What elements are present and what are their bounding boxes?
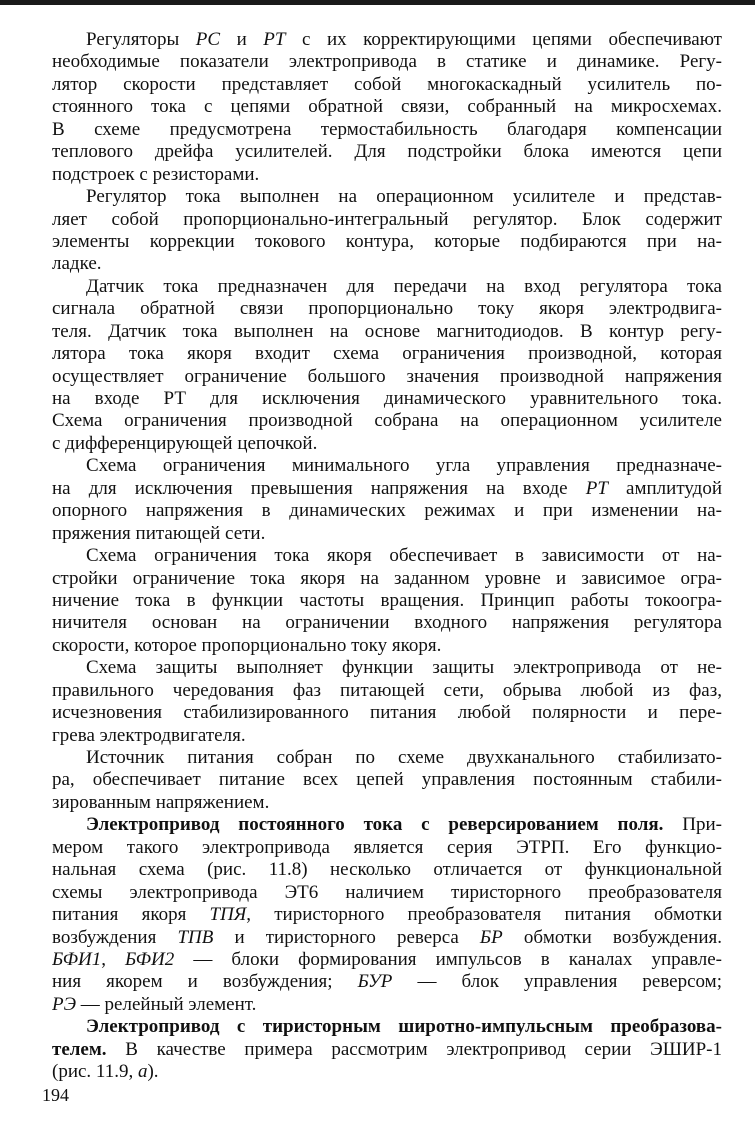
text-line bbox=[52, 904, 722, 926]
text-line bbox=[52, 971, 722, 993]
text-run: пряжения питающей сети. bbox=[52, 522, 266, 544]
text-run: — релейный элемент. bbox=[76, 993, 257, 1015]
text-run: опорного напряжения в динамических режимах и при изменении на- bbox=[52, 500, 722, 522]
text-run: стоянного тока с цепями обратной связи, собранный на микросхемах. bbox=[52, 96, 722, 118]
text-line bbox=[52, 343, 722, 365]
bold-text: Электропривод с тиристорным широтно-импульсным преобразова- bbox=[86, 1016, 722, 1038]
text-run: В схеме предусмотрена термостабильность благодаря компенсации bbox=[52, 118, 722, 140]
text-line bbox=[52, 1016, 722, 1038]
text-run: с дифференцирующей цепочкой. bbox=[52, 432, 318, 454]
text-run: грева электродвигателя. bbox=[52, 724, 246, 746]
text-run: элементы коррекции токового контура, которые подбираются при на- bbox=[52, 230, 722, 252]
text-run: стройки ограничение тока якоря на заданном уровне и зависимое огра- bbox=[52, 567, 722, 589]
text-line bbox=[52, 590, 722, 612]
text-run: обмотки возбуждения. bbox=[502, 926, 722, 948]
text-run: (рис. 11.9, bbox=[52, 1061, 138, 1083]
text-run: Источник питания собран по схеме двухканального стабилизато- bbox=[86, 747, 722, 768]
page-number: 194 bbox=[42, 1085, 69, 1105]
text-line bbox=[52, 74, 722, 96]
text-line bbox=[52, 96, 722, 118]
text-line bbox=[52, 209, 722, 231]
text-run: питания якоря bbox=[52, 904, 210, 926]
text-run: Схема защиты выполняет функции защиты электропривода от не- bbox=[86, 657, 722, 679]
text-run: Схема ограничения тока якоря обеспечивает в зависимости от на- bbox=[86, 545, 722, 567]
text-run: ладке. bbox=[52, 253, 102, 275]
page-body bbox=[52, 29, 722, 1084]
italic-symbol: БФИ1 bbox=[52, 948, 102, 970]
text-run: и bbox=[220, 29, 264, 50]
text-line bbox=[52, 388, 722, 410]
text-line bbox=[52, 186, 722, 208]
text-line bbox=[52, 276, 722, 298]
text-line bbox=[52, 298, 722, 320]
text-run: сигнала обратной связи пропорционально току якоря электродвига- bbox=[52, 298, 722, 320]
text-run: лятор скорости представляет собой многокаскадный усилитель по- bbox=[52, 73, 722, 95]
text-line bbox=[52, 657, 722, 679]
paragraph bbox=[52, 455, 722, 545]
paragraph bbox=[52, 545, 722, 657]
text-line bbox=[52, 1039, 722, 1061]
text-run: ляет собой пропорционально-интегральный регулятор. Блок содержит bbox=[52, 208, 722, 230]
text-line bbox=[52, 478, 722, 500]
text-line bbox=[52, 119, 722, 141]
text-line bbox=[52, 612, 722, 634]
paragraph bbox=[52, 276, 722, 456]
text-line bbox=[52, 680, 722, 702]
text-run: зированным напряжением. bbox=[52, 791, 270, 813]
paragraph bbox=[52, 747, 722, 814]
text-run: ничителя основан на ограничении входного напряжения регулятора bbox=[52, 612, 722, 634]
text-line bbox=[52, 814, 722, 836]
text-run: мером такого электропривода является серия ЭТРП. Его функцио- bbox=[52, 836, 722, 858]
text-line bbox=[52, 1061, 722, 1083]
scan-top-edge bbox=[0, 0, 755, 5]
italic-symbol: ТПЯ bbox=[209, 904, 247, 926]
italic-symbol: РЭ bbox=[52, 993, 77, 1015]
text-line bbox=[52, 994, 722, 1016]
italic-symbol: БФИ2 bbox=[125, 948, 175, 970]
text-run: на для исключения превышения напряжения на входе bbox=[52, 477, 586, 499]
text-line bbox=[52, 433, 722, 455]
text-line bbox=[52, 927, 722, 949]
text-run: правильного чередования фаз питающей сети, обрыва любой из фаз, bbox=[52, 679, 722, 701]
paragraph bbox=[52, 186, 722, 276]
text-line bbox=[52, 747, 722, 769]
text-run: Датчик тока предназначен для передачи на вход регулятора тока bbox=[86, 275, 722, 297]
text-run: Регулятор тока выполнен на операционном усилителе и представ- bbox=[86, 186, 722, 208]
text-run: лятора тока якоря входит схема ограничения производной, которая bbox=[52, 343, 722, 365]
text-run: теплового дрейфа усилителей. Для подстройки блока имеются цепи bbox=[52, 141, 722, 163]
text-run: , bbox=[101, 948, 126, 970]
text-line bbox=[52, 635, 722, 657]
text-line bbox=[52, 231, 722, 253]
text-line bbox=[52, 837, 722, 859]
text-line bbox=[52, 702, 722, 724]
italic-symbol: БУР bbox=[357, 971, 393, 993]
bold-text: телем. bbox=[52, 1038, 107, 1060]
paragraph bbox=[52, 657, 722, 747]
text-run: скорости, которое пропорционально току якоря. bbox=[52, 634, 442, 656]
text-line bbox=[52, 366, 722, 388]
text-line bbox=[52, 51, 722, 73]
text-run: ничение тока в функции частоты вращения. Принцип работы токоогра- bbox=[52, 589, 722, 611]
text-run: теля. Датчик тока выполнен на основе магнитодиодов. В контур регу- bbox=[52, 320, 722, 342]
text-run: осуществляет ограничение большого значения производной напряжения bbox=[52, 365, 722, 387]
text-run: Схема ограничения производной собрана на операционном усилителе bbox=[52, 410, 722, 432]
text-line bbox=[52, 500, 722, 522]
italic-symbol: РТ bbox=[585, 477, 608, 499]
text-line bbox=[52, 253, 722, 275]
paragraph bbox=[52, 1016, 722, 1083]
text-line bbox=[52, 568, 722, 590]
text-line bbox=[52, 29, 722, 51]
text-run: — блок управления реверсом; bbox=[392, 971, 722, 993]
paragraph bbox=[52, 814, 722, 1016]
italic-symbol: РТ bbox=[263, 29, 286, 50]
italic-symbol: РС bbox=[195, 29, 221, 50]
text-run: возбуждения bbox=[52, 926, 178, 948]
text-run: нальная схема (рис. 11.8) несколько отличается от функциональной bbox=[52, 859, 722, 881]
paragraph bbox=[52, 29, 722, 186]
text-line bbox=[52, 523, 722, 545]
text-line bbox=[52, 882, 722, 904]
text-run: ). bbox=[147, 1061, 159, 1083]
text-line bbox=[52, 545, 722, 567]
text-run: , тиристорного преобразователя питания обмотки bbox=[246, 904, 722, 926]
text-run: В качестве примера рассмотрим электропривод серии ЭШИР-1 bbox=[106, 1038, 722, 1060]
text-run: необходимые показатели электропривода в статике и динамике. Регу- bbox=[52, 51, 722, 73]
italic-symbol: а bbox=[137, 1061, 148, 1083]
text-line bbox=[52, 725, 722, 747]
text-run: При- bbox=[663, 814, 722, 836]
text-run: подстроек с резисторами. bbox=[52, 163, 260, 185]
text-line bbox=[52, 164, 722, 186]
text-line bbox=[52, 455, 722, 477]
text-line bbox=[52, 859, 722, 881]
text-line bbox=[52, 410, 722, 432]
text-run: схемы электропривода ЭТ6 наличием тиристорного преобразователя bbox=[52, 881, 722, 903]
text-run: и тиристорного реверса bbox=[213, 926, 480, 948]
text-line bbox=[52, 769, 722, 791]
text-run: с их корректирующими цепями обеспечивают bbox=[285, 29, 722, 50]
text-run: на входе РТ для исключения динамического уравнительного тока. bbox=[52, 388, 722, 409]
bold-text: Электропривод постоянного тока с реверсированием поля. bbox=[86, 814, 664, 836]
italic-symbol: ТПВ bbox=[177, 926, 214, 948]
text-run: исчезновения стабилизированного питания любой полярности и пере- bbox=[52, 702, 722, 724]
italic-symbol: БР bbox=[479, 926, 503, 948]
text-run: ра, обеспечивает питание всех цепей управления постоянным стабили- bbox=[52, 769, 722, 791]
text-line bbox=[52, 792, 722, 814]
text-line bbox=[52, 321, 722, 343]
text-run: ния якорем и возбуждения; bbox=[52, 971, 358, 993]
text-run: Регуляторы bbox=[86, 29, 196, 50]
text-run: Схема ограничения минимального угла управления предназначе- bbox=[86, 455, 722, 477]
text-run: амплитудой bbox=[607, 477, 722, 499]
text-line bbox=[52, 141, 722, 163]
text-line bbox=[52, 949, 722, 971]
text-run: — блоки формирования импульсов в каналах управле- bbox=[174, 948, 722, 970]
